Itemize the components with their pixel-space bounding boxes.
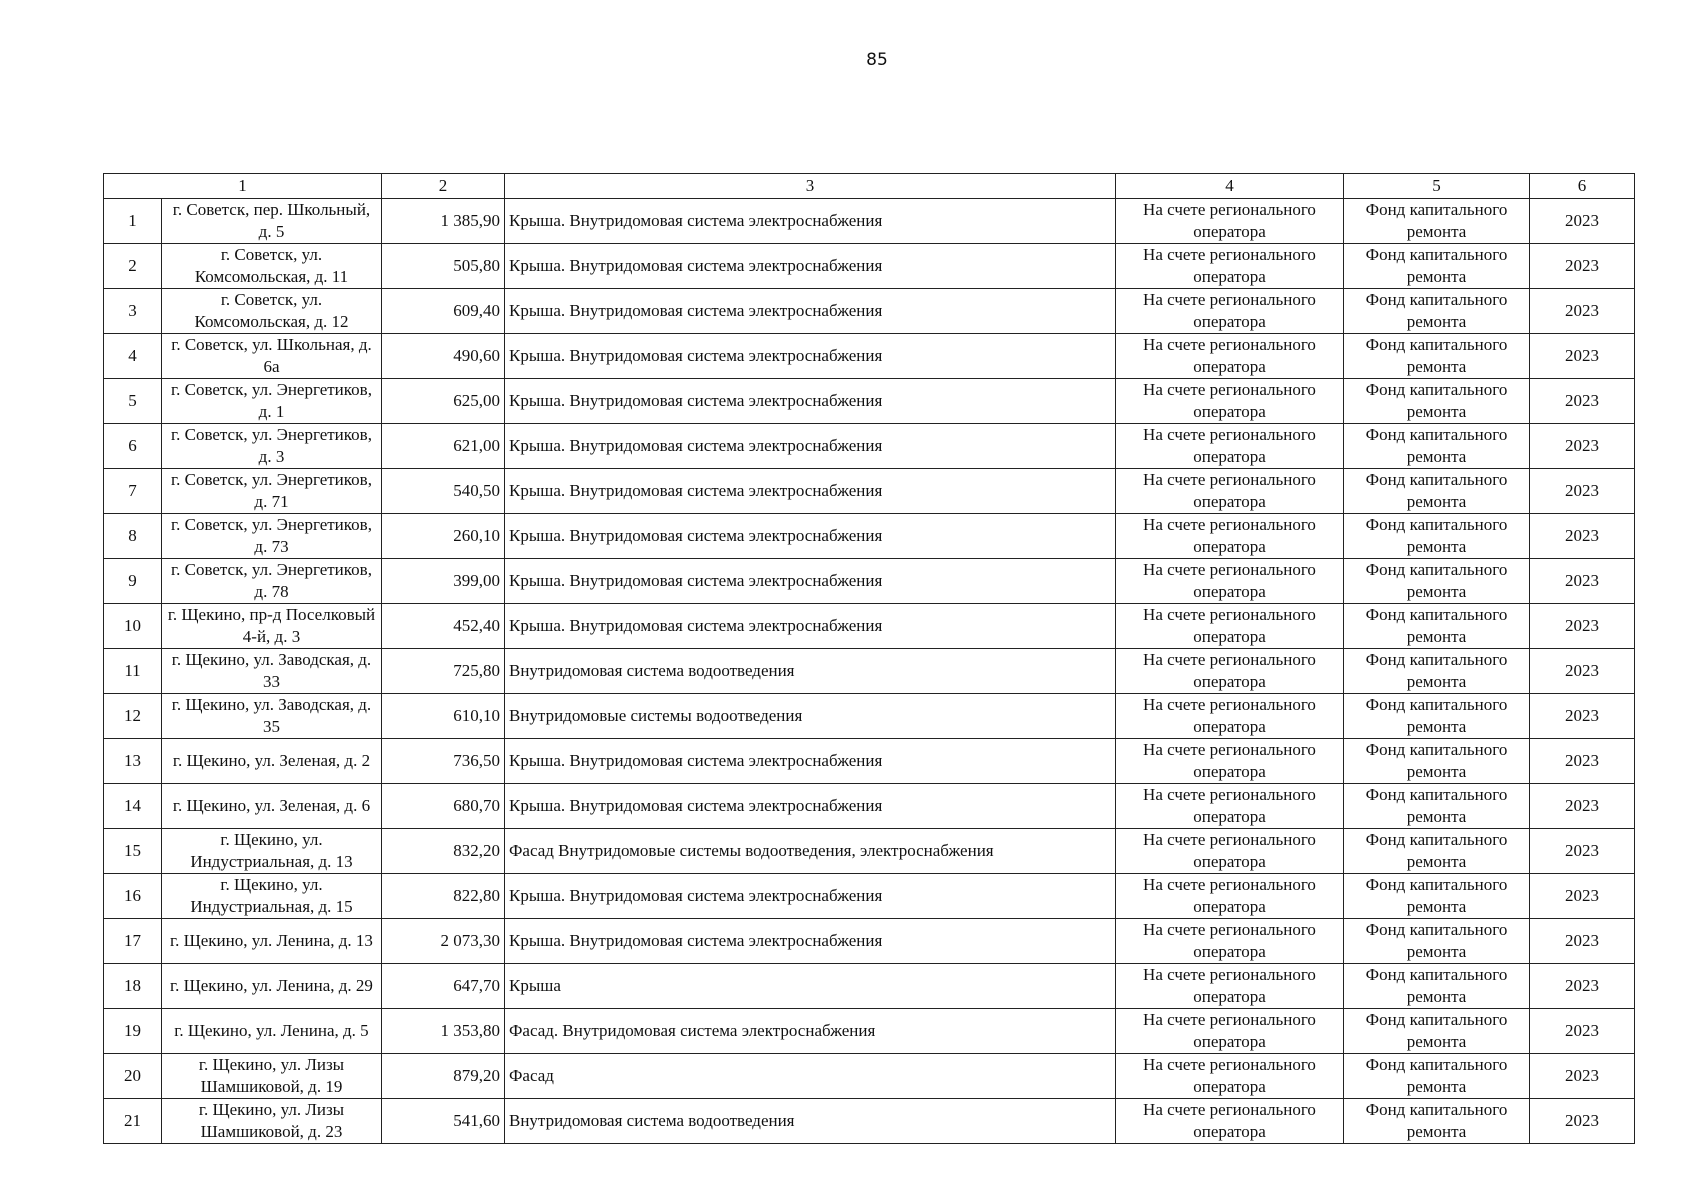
account-cell: На счете регионального оператора	[1116, 964, 1344, 1009]
funding-source-cell: Фонд капитального ремонта	[1344, 829, 1530, 874]
row-number-cell: 1	[104, 199, 162, 244]
works-cell: Крыша. Внутридомовая система электроснабжения	[505, 559, 1116, 604]
address-cell: г. Советск, пер. Школьный, д. 5	[162, 199, 382, 244]
area-cell: 736,50	[382, 739, 505, 784]
area-cell: 260,10	[382, 514, 505, 559]
works-cell: Крыша. Внутридомовая система электроснабжения	[505, 514, 1116, 559]
area-cell: 725,80	[382, 649, 505, 694]
row-number-cell: 16	[104, 874, 162, 919]
header-cell: 4	[1116, 174, 1344, 199]
row-number-cell: 4	[104, 334, 162, 379]
address-cell: г. Советск, ул. Энергетиков, д. 3	[162, 424, 382, 469]
account-cell: На счете регионального оператора	[1116, 919, 1344, 964]
works-cell: Крыша. Внутридомовая система электроснабжения	[505, 874, 1116, 919]
area-cell: 647,70	[382, 964, 505, 1009]
address-cell: г. Щекино, пр-д Поселковый 4-й, д. 3	[162, 604, 382, 649]
table-row	[104, 334, 1635, 379]
account-cell: На счете регионального оператора	[1116, 289, 1344, 334]
account-cell: На счете регионального оператора	[1116, 604, 1344, 649]
account-cell: На счете регионального оператора	[1116, 739, 1344, 784]
row-number-cell: 18	[104, 964, 162, 1009]
funding-source-cell: Фонд капитального ремонта	[1344, 1099, 1530, 1144]
year-cell: 2023	[1530, 649, 1635, 694]
year-cell: 2023	[1530, 514, 1635, 559]
year-cell: 2023	[1530, 334, 1635, 379]
year-cell: 2023	[1530, 424, 1635, 469]
funding-source-cell: Фонд капитального ремонта	[1344, 874, 1530, 919]
address-cell: г. Щекино, ул. Зеленая, д. 6	[162, 784, 382, 829]
funding-source-cell: Фонд капитального ремонта	[1344, 784, 1530, 829]
funding-source-cell: Фонд капитального ремонта	[1344, 514, 1530, 559]
funding-source-cell: Фонд капитального ремонта	[1344, 919, 1530, 964]
address-cell: г. Щекино, ул. Лизы Шамшиковой, д. 19	[162, 1054, 382, 1099]
year-cell: 2023	[1530, 739, 1635, 784]
row-number-cell: 14	[104, 784, 162, 829]
address-cell: г. Щекино, ул. Заводская, д. 33	[162, 649, 382, 694]
table-row	[104, 919, 1635, 964]
address-cell: г. Щекино, ул. Лизы Шамшиковой, д. 23	[162, 1099, 382, 1144]
funding-source-cell: Фонд капитального ремонта	[1344, 1009, 1530, 1054]
area-cell: 822,80	[382, 874, 505, 919]
area-cell: 399,00	[382, 559, 505, 604]
address-cell: г. Советск, ул. Энергетиков, д. 73	[162, 514, 382, 559]
table-row	[104, 829, 1635, 874]
table-row	[104, 694, 1635, 739]
works-cell: Крыша. Внутридомовая система электроснабжения	[505, 379, 1116, 424]
area-cell: 610,10	[382, 694, 505, 739]
year-cell: 2023	[1530, 289, 1635, 334]
row-number-cell: 9	[104, 559, 162, 604]
works-cell: Крыша	[505, 964, 1116, 1009]
funding-source-cell: Фонд капитального ремонта	[1344, 289, 1530, 334]
area-cell: 1 353,80	[382, 1009, 505, 1054]
year-cell: 2023	[1530, 199, 1635, 244]
works-cell: Крыша. Внутридомовая система электроснабжения	[505, 244, 1116, 289]
table-row	[104, 1099, 1635, 1144]
table-row	[104, 649, 1635, 694]
table-row	[104, 289, 1635, 334]
address-cell: г. Щекино, ул. Заводская, д. 35	[162, 694, 382, 739]
table-row	[104, 784, 1635, 829]
account-cell: На счете регионального оператора	[1116, 334, 1344, 379]
row-number-cell: 6	[104, 424, 162, 469]
table-row	[104, 199, 1635, 244]
address-cell: г. Советск, ул. Комсомольская, д. 11	[162, 244, 382, 289]
table-row	[104, 559, 1635, 604]
account-cell: На счете регионального оператора	[1116, 1009, 1344, 1054]
funding-source-cell: Фонд капитального ремонта	[1344, 199, 1530, 244]
works-cell: Крыша. Внутридомовая система электроснабжения	[505, 334, 1116, 379]
area-cell: 621,00	[382, 424, 505, 469]
works-cell: Крыша. Внутридомовая система электроснабжения	[505, 604, 1116, 649]
year-cell: 2023	[1530, 919, 1635, 964]
year-cell: 2023	[1530, 874, 1635, 919]
row-number-cell: 12	[104, 694, 162, 739]
funding-source-cell: Фонд капитального ремонта	[1344, 469, 1530, 514]
area-cell: 540,50	[382, 469, 505, 514]
row-number-cell: 2	[104, 244, 162, 289]
row-number-cell: 10	[104, 604, 162, 649]
account-cell: На счете регионального оператора	[1116, 559, 1344, 604]
works-cell: Крыша. Внутридомовая система электроснабжения	[505, 784, 1116, 829]
works-cell: Крыша. Внутридомовая система электроснабжения	[505, 199, 1116, 244]
header-cell: 6	[1530, 174, 1635, 199]
area-cell: 505,80	[382, 244, 505, 289]
row-number-cell: 20	[104, 1054, 162, 1099]
address-cell: г. Щекино, ул. Ленина, д. 29	[162, 964, 382, 1009]
area-cell: 1 385,90	[382, 199, 505, 244]
works-cell: Фасад	[505, 1054, 1116, 1099]
table-row	[104, 604, 1635, 649]
funding-source-cell: Фонд капитального ремонта	[1344, 964, 1530, 1009]
row-number-cell: 21	[104, 1099, 162, 1144]
header-cell: 1	[104, 174, 382, 199]
works-cell: Фасад. Внутридомовая система электроснабжения	[505, 1009, 1116, 1054]
row-number-cell: 3	[104, 289, 162, 334]
header-cell: 2	[382, 174, 505, 199]
area-cell: 832,20	[382, 829, 505, 874]
table-row	[104, 244, 1635, 289]
account-cell: На счете регионального оператора	[1116, 424, 1344, 469]
year-cell: 2023	[1530, 1009, 1635, 1054]
header-cell: 5	[1344, 174, 1530, 199]
funding-source-cell: Фонд капитального ремонта	[1344, 244, 1530, 289]
address-cell: г. Щекино, ул. Индустриальная, д. 13	[162, 829, 382, 874]
funding-source-cell: Фонд капитального ремонта	[1344, 559, 1530, 604]
table-row	[104, 424, 1635, 469]
address-cell: г. Щекино, ул. Ленина, д. 5	[162, 1009, 382, 1054]
table-row	[104, 379, 1635, 424]
row-number-cell: 7	[104, 469, 162, 514]
year-cell: 2023	[1530, 379, 1635, 424]
table-row	[104, 469, 1635, 514]
account-cell: На счете регионального оператора	[1116, 199, 1344, 244]
account-cell: На счете регионального оператора	[1116, 874, 1344, 919]
account-cell: На счете регионального оператора	[1116, 784, 1344, 829]
address-cell: г. Щекино, ул. Индустриальная, д. 15	[162, 874, 382, 919]
area-cell: 541,60	[382, 1099, 505, 1144]
row-number-cell: 17	[104, 919, 162, 964]
address-cell: г. Щекино, ул. Зеленая, д. 2	[162, 739, 382, 784]
row-number-cell: 15	[104, 829, 162, 874]
year-cell: 2023	[1530, 1099, 1635, 1144]
funding-source-cell: Фонд капитального ремонта	[1344, 649, 1530, 694]
row-number-cell: 19	[104, 1009, 162, 1054]
row-number-cell: 13	[104, 739, 162, 784]
works-cell: Внутридомовые системы водоотведения	[505, 694, 1116, 739]
account-cell: На счете регионального оператора	[1116, 514, 1344, 559]
address-cell: г. Советск, ул. Энергетиков, д. 1	[162, 379, 382, 424]
area-cell: 2 073,30	[382, 919, 505, 964]
year-cell: 2023	[1530, 244, 1635, 289]
works-cell: Крыша. Внутридомовая система электроснабжения	[505, 289, 1116, 334]
address-cell: г. Советск, ул. Энергетиков, д. 71	[162, 469, 382, 514]
table-row	[104, 964, 1635, 1009]
account-cell: На счете регионального оператора	[1116, 649, 1344, 694]
account-cell: На счете регионального оператора	[1116, 1099, 1344, 1144]
account-cell: На счете регионального оператора	[1116, 379, 1344, 424]
year-cell: 2023	[1530, 469, 1635, 514]
area-cell: 625,00	[382, 379, 505, 424]
works-cell: Крыша. Внутридомовая система электроснабжения	[505, 739, 1116, 784]
account-cell: На счете регионального оператора	[1116, 244, 1344, 289]
funding-source-cell: Фонд капитального ремонта	[1344, 604, 1530, 649]
works-cell: Внутридомовая система водоотведения	[505, 649, 1116, 694]
account-cell: На счете регионального оператора	[1116, 1054, 1344, 1099]
funding-source-cell: Фонд капитального ремонта	[1344, 739, 1530, 784]
address-cell: г. Советск, ул. Энергетиков, д. 78	[162, 559, 382, 604]
works-cell: Крыша. Внутридомовая система электроснабжения	[505, 919, 1116, 964]
area-cell: 879,20	[382, 1054, 505, 1099]
works-cell: Крыша. Внутридомовая система электроснабжения	[505, 469, 1116, 514]
year-cell: 2023	[1530, 784, 1635, 829]
funding-source-cell: Фонд капитального ремонта	[1344, 1054, 1530, 1099]
year-cell: 2023	[1530, 964, 1635, 1009]
account-cell: На счете регионального оператора	[1116, 694, 1344, 739]
funding-source-cell: Фонд капитального ремонта	[1344, 694, 1530, 739]
header-row	[104, 174, 1635, 199]
account-cell: На счете регионального оператора	[1116, 469, 1344, 514]
table-row	[104, 1009, 1635, 1054]
works-cell: Внутридомовая система водоотведения	[505, 1099, 1116, 1144]
repair-schedule-table	[103, 173, 1635, 1144]
table-row	[104, 739, 1635, 784]
header-cell: 3	[505, 174, 1116, 199]
year-cell: 2023	[1530, 604, 1635, 649]
row-number-cell: 8	[104, 514, 162, 559]
funding-source-cell: Фонд капитального ремонта	[1344, 334, 1530, 379]
works-cell: Крыша. Внутридомовая система электроснабжения	[505, 424, 1116, 469]
address-cell: г. Советск, ул. Школьная, д. 6а	[162, 334, 382, 379]
year-cell: 2023	[1530, 829, 1635, 874]
row-number-cell: 5	[104, 379, 162, 424]
year-cell: 2023	[1530, 1054, 1635, 1099]
row-number-cell: 11	[104, 649, 162, 694]
funding-source-cell: Фонд капитального ремонта	[1344, 424, 1530, 469]
year-cell: 2023	[1530, 694, 1635, 739]
page-number: 85	[866, 50, 888, 70]
area-cell: 609,40	[382, 289, 505, 334]
address-cell: г. Щекино, ул. Ленина, д. 13	[162, 919, 382, 964]
area-cell: 680,70	[382, 784, 505, 829]
account-cell: На счете регионального оператора	[1116, 829, 1344, 874]
address-cell: г. Советск, ул. Комсомольская, д. 12	[162, 289, 382, 334]
works-cell: Фасад Внутридомовые системы водоотведения, электроснабжения	[505, 829, 1116, 874]
funding-source-cell: Фонд капитального ремонта	[1344, 379, 1530, 424]
area-cell: 452,40	[382, 604, 505, 649]
table-row	[104, 874, 1635, 919]
year-cell: 2023	[1530, 559, 1635, 604]
table-row	[104, 514, 1635, 559]
area-cell: 490,60	[382, 334, 505, 379]
table-row	[104, 1054, 1635, 1099]
